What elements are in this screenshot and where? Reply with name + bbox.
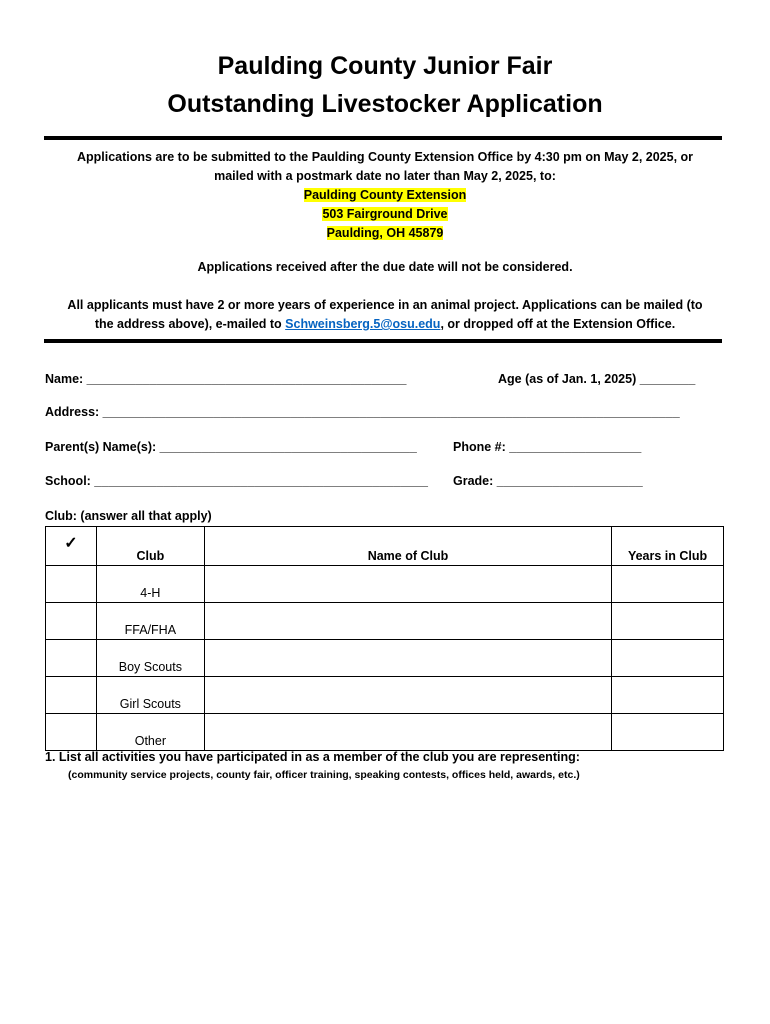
club-name-cell[interactable]	[204, 603, 611, 640]
checkmark-icon: ✓	[46, 527, 97, 566]
club-label: Girl Scouts	[96, 677, 204, 714]
club-check-cell[interactable]	[46, 603, 97, 640]
address-field[interactable]: Address: ___________________________________________________________________________________	[45, 405, 680, 419]
address-line-3-wrap	[0, 224, 770, 243]
club-label: FFA/FHA	[96, 603, 204, 640]
top-divider	[44, 136, 722, 140]
club-check-cell[interactable]	[46, 677, 97, 714]
age-field[interactable]: Age (as of Jan. 1, 2025) ________	[498, 372, 696, 386]
club-years-cell[interactable]	[612, 677, 724, 714]
club-label: Other	[96, 714, 204, 751]
address-line-2: 503 Fairground Drive	[322, 207, 448, 221]
club-column-header: Club	[96, 527, 204, 566]
club-prompt: Club: (answer all that apply)	[45, 509, 212, 523]
club-label: 4-H	[96, 566, 204, 603]
club-years-cell[interactable]	[612, 566, 724, 603]
club-name-cell[interactable]	[204, 566, 611, 603]
instructions-line-2: mailed with a postmark date no later than May 2, 2025, to:	[214, 169, 556, 183]
requirements-line-2	[0, 315, 770, 334]
form-subtitle: Outstanding Livestocker Application	[167, 90, 603, 118]
address-line-3: Paulding, OH 45879	[326, 226, 444, 240]
club-check-cell[interactable]	[46, 640, 97, 677]
address-line-1: Paulding County Extension	[303, 188, 467, 202]
club-check-cell[interactable]	[46, 566, 97, 603]
requirements-line-2-post: , or dropped off at the Extension Office.	[440, 317, 676, 331]
phone-field[interactable]: Phone #: ___________________	[453, 440, 642, 454]
table-row	[46, 640, 724, 677]
address-line-2-wrap	[0, 205, 770, 224]
table-row	[46, 677, 724, 714]
club-label: Boy Scouts	[96, 640, 204, 677]
club-name-cell[interactable]	[204, 714, 611, 751]
club-years-cell[interactable]	[612, 714, 724, 751]
question-1: 1. List all activities you have participated in as a member of the club you are representing:	[45, 750, 580, 764]
requirements-line-1: All applicants must have 2 or more years of experience in an animal project. Applications can be mailed (to	[67, 298, 703, 312]
bottom-divider	[44, 339, 722, 343]
club-years-cell[interactable]	[612, 603, 724, 640]
table-row	[46, 603, 724, 640]
name-field[interactable]: Name: ______________________________________________	[45, 372, 407, 386]
club-table-header-row	[46, 527, 724, 566]
club-check-cell[interactable]	[46, 714, 97, 751]
parents-name-field[interactable]: Parent(s) Name(s): _____________________________________	[45, 440, 417, 454]
table-row	[46, 714, 724, 751]
requirements-line-2-pre: the address above), e-mailed to	[94, 317, 286, 331]
form-title: Paulding County Junior Fair	[217, 52, 553, 80]
grade-field[interactable]: Grade: _____________________	[453, 474, 643, 488]
club-years-cell[interactable]	[612, 640, 724, 677]
school-field[interactable]: School: ________________________________________________	[45, 474, 428, 488]
question-1-hint: (community service projects, county fair, officer training, speaking contests, offices held, awards, etc.)	[68, 769, 580, 781]
years-column-header: Years in Club	[612, 527, 724, 566]
table-row	[46, 566, 724, 603]
club-table	[45, 526, 724, 751]
name-of-club-column-header: Name of Club	[204, 527, 611, 566]
deadline-note: Applications received after the due date will not be considered.	[197, 260, 573, 274]
club-name-cell[interactable]	[204, 677, 611, 714]
email-link[interactable]: Schweinsberg.5@osu.edu	[285, 317, 441, 331]
club-name-cell[interactable]	[204, 640, 611, 677]
address-line-1-wrap	[0, 186, 770, 205]
instructions-line-1: Applications are to be submitted to the Paulding County Extension Office by 4:30 pm on May 2, 2025, or	[76, 150, 694, 164]
